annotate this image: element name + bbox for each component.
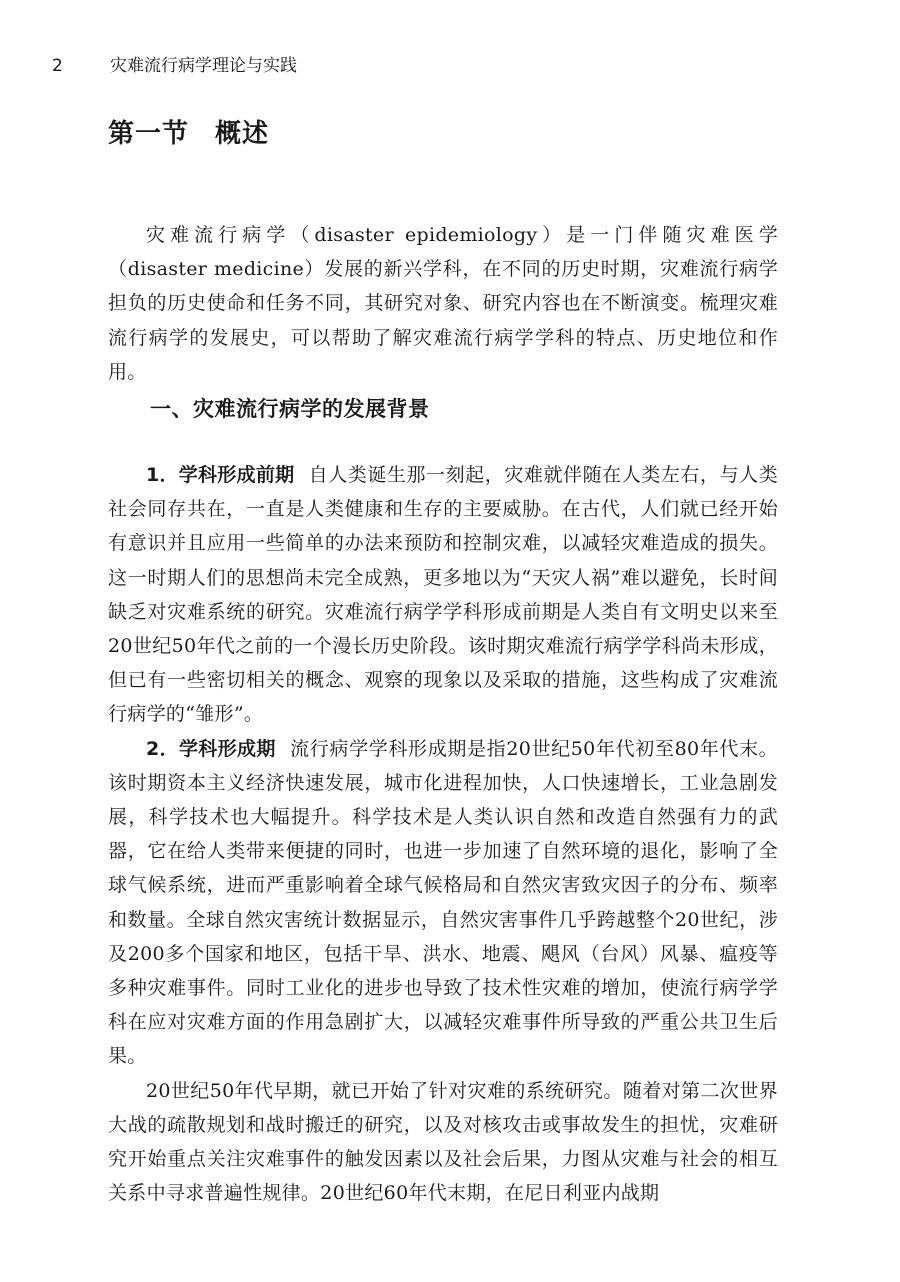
paragraph-text: 流行病学学科形成期是指20世纪50年代初至80年代末。该时期资本主义经济快速发展，城市化进程加快，人口快速增长，工业急剧发展，科学技术也大幅提升。科学技术是人类认识自然和改造自然强有力的武器，它在给人类带来便捷的同时，也进一步加速了自然环境的退化，影响了全球气候系统，进而严重影响着全球气候格局和自然灾害致灾因子的分布、频率和数量。全球自然灾害统计数据显示，自然灾害事件几乎跨越整个20世纪，涉及200多个国家和地区，包括干旱、洪水、地震、飓风（台风）风暴、瘟疫等多种灾难事件。同时工业化的进步也导致了技术性灾难的增加，使流行病学学科在应对灾难方面的作用急剧扩大，以减轻灾难事件所导致的严重公共卫生后果。 bbox=[108, 737, 778, 1068]
intro-block bbox=[108, 218, 778, 389]
main-text bbox=[108, 458, 778, 1210]
paragraph-text: 20世纪50年代早期，就已开始了针对灾难的系统研究。随着对第二次世界大战的疏散规划和战时搬迁的研究，以及对核攻击或事故发生的担忧，灾难研究开始重点关注灾难事件的触发因素以及社会后果，力图从灾难与社会的相互关系中寻求普遍性规律。20世纪60年代末期，在尼日利亚内战期 bbox=[108, 1079, 778, 1205]
paragraph-2 bbox=[108, 732, 778, 1074]
paragraph-term: 2．学科形成期 bbox=[146, 737, 276, 760]
subheading: 一、灾难流行病学的发展背景 bbox=[150, 397, 430, 421]
section-name: 概述 bbox=[215, 119, 270, 149]
paragraph-term: 1．学科形成前期 bbox=[146, 464, 295, 486]
paragraph-1 bbox=[108, 458, 778, 732]
book-title: 灾难流行病学理论与实践 bbox=[110, 56, 297, 76]
paragraph-3 bbox=[108, 1074, 778, 1211]
section-number: 第一节 bbox=[108, 119, 190, 149]
paragraph-text: 自人类诞生那一刻起，灾难就伴随在人类左右，与人类社会同存共在，一直是人类健康和生存的主要威胁。在古代，人们就已经开始有意识并且应用一些简单的办法来预防和控制灾难，以减轻灾难造成的损失。这一时期人们的思想尚未完全成熟，更多地以为“天灾人祸”难以避免，长时间缺乏对灾难系统的研究。灾难流行病学学科形成前期是人类自有文明史以来至20世纪50年代之前的一个漫长历史阶段。该时期灾难流行病学学科尚未形成，但已有一些密切相关的概念、观察的现象以及采取的措施，这些构成了灾难流行病学的“雏形”。 bbox=[108, 464, 778, 726]
running-header bbox=[52, 54, 297, 78]
page-number: 2 bbox=[52, 56, 63, 76]
intro-paragraph: 灾难流行病学（disaster epidemiology）是一门伴随灾难医学（disaster medicine）发展的新兴学科，在不同的历史时期，灾难流行病学担负的历史使命和任务不同，其研究对象、研究内容也在不断演变。梳理灾难流行病学的发展史，可以帮助了解灾难流行病学学科的特点、历史地位和作用。 bbox=[108, 224, 778, 383]
section-title bbox=[108, 114, 269, 154]
